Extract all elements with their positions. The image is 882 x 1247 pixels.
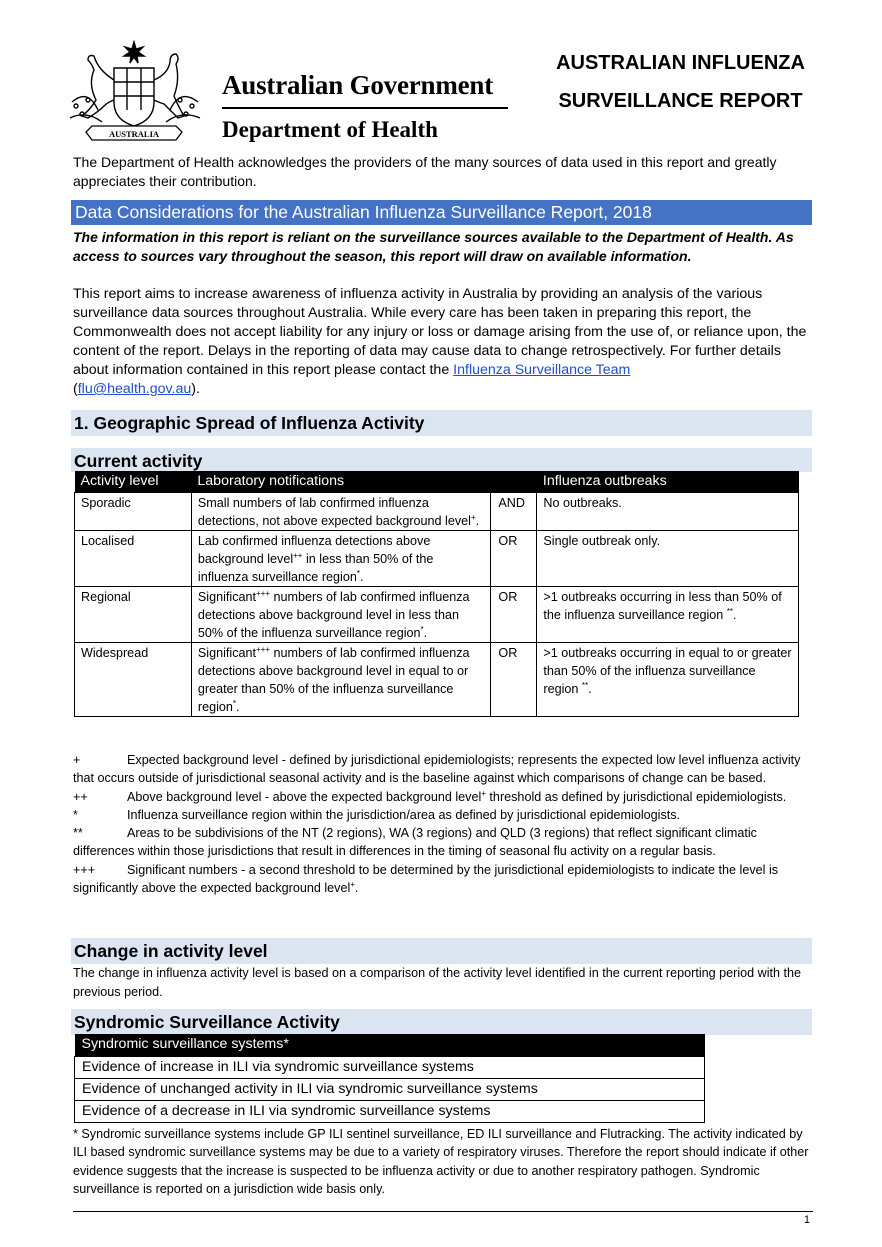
lab-text-pre: Significant xyxy=(197,645,257,660)
operator-cell: OR xyxy=(491,530,537,586)
footnote-text-pre: Above background level - above the expected background level xyxy=(127,789,482,804)
acknowledgement: The Department of Health acknowledges the providers of the many sources of data used in this report and greatly appreciates their contribution. xyxy=(73,154,777,189)
lab-text: numbers of lab confirmed influenza detections above background level in equal to or greater than 50% of the influenza surveillance region xyxy=(197,645,470,714)
data-considerations-heading: Data Considerations for the Australian Influenza Surveillance Report, 2018 xyxy=(71,200,812,225)
footnotes xyxy=(73,751,813,897)
table-header-row xyxy=(75,471,799,492)
report-title-line2: SURVEILLANCE REPORT xyxy=(558,90,803,112)
lab-sup: * xyxy=(232,698,237,708)
footnote-text: Areas to be subdivisions of the NT (2 regions), WA (3 regions) and QLD (3 regions) that reflect significant climatic differences within those jurisdictions that result in differences in the timing of seasonal flu activity on a regular basis. xyxy=(73,826,757,859)
syndromic-note: * Syndromic surveillance systems include GP ILI sentinel surveillance, ED ILI surveillance and Flutracking. The activity indicated by ILI based syndromic surveillance systems may be due to a variety of respiratory viruses. Therefore the report should indicate if other evidence suggests that the increase is suspected to be influenza activity or due to another respiratory pathogen. Syndromic surveillance is reported on a jurisdiction wide basis only. xyxy=(73,1127,809,1196)
footnote-sup: + xyxy=(350,880,355,890)
header-operator xyxy=(491,471,537,492)
footnote-symbol: ++ xyxy=(73,789,88,804)
outbreak-sup: ** xyxy=(726,606,734,616)
syndromic-header: Syndromic surveillance systems* xyxy=(75,1034,705,1056)
header-divider xyxy=(222,107,508,109)
syndromic-row: Evidence of increase in ILI via syndromic surveillance systems xyxy=(75,1056,705,1078)
table-row xyxy=(75,1056,705,1078)
activity-level-cell: Regional xyxy=(75,586,192,642)
australian-coat-of-arms-icon xyxy=(58,40,210,150)
outbreak-end: . xyxy=(733,607,737,622)
footnote xyxy=(73,861,813,898)
header-lab-notifications: Laboratory notifications xyxy=(191,471,491,492)
footnote-symbol: +++ xyxy=(73,862,96,877)
header-influenza-outbreaks: Influenza outbreaks xyxy=(537,471,799,492)
lab-end: . xyxy=(359,569,364,584)
outbreak-cell xyxy=(537,586,799,642)
lab-sup: * xyxy=(420,624,424,634)
table-row xyxy=(75,1100,705,1122)
lab-sup-1: ++ xyxy=(293,550,303,560)
table-row xyxy=(75,642,799,716)
page-header xyxy=(0,0,882,150)
section-current-activity: Current activity xyxy=(71,448,812,472)
page-number: 1 xyxy=(803,1214,810,1226)
lab-sup: + xyxy=(470,512,476,522)
footnote-text: Expected background level - defined by jurisdictional epidemiologists; represents the expected low level influenza activity that occurs outside of jurisdictional seasonal activity and is the baseline against which comparisons of change can be based. xyxy=(73,753,801,786)
outbreak-cell: Single outbreak only. xyxy=(537,530,799,586)
lab-sup-1: +++ xyxy=(256,644,271,654)
table-row xyxy=(75,586,799,642)
activity-level-cell: Sporadic xyxy=(75,492,192,530)
lab-text-pre: Lab confirmed influenza detections above background level xyxy=(197,533,431,566)
table-header-row xyxy=(75,1034,705,1056)
crest-scroll-text: AUSTRALIA xyxy=(108,129,160,139)
outbreak-cell xyxy=(537,642,799,716)
footnote xyxy=(73,824,813,861)
footnote-symbol: * xyxy=(73,807,78,822)
footnote xyxy=(73,788,813,806)
footnote-text-pre: Significant numbers - a second threshold to be determined by the jurisdictional epidemiologists to indicate the level is significantly above the expected background level xyxy=(73,862,779,896)
body-text: This report aims to increase awareness of influenza activity in Australia by providing an analysis of the various surveillance data sources throughout Australia. While every care has been taken in preparing this report, the Commonwealth does not accept liability for any injury or loss or damage arising from the use of, or reliance upon, the content of the report. Delays in the reporting of data may cause data to change retrospectively. For further details about information contained in this report please contact the xyxy=(73,286,807,378)
lab-sup: * xyxy=(356,568,360,578)
lab-sup-1: +++ xyxy=(256,588,271,598)
table-row xyxy=(75,492,799,530)
syndromic-row: Evidence of a decrease in ILI via syndromic surveillance systems xyxy=(75,1100,705,1122)
email-link[interactable]: flu@health.gov.au xyxy=(77,381,192,397)
activity-level-cell: Localised xyxy=(75,530,192,586)
footnote-symbol: ** xyxy=(73,826,83,841)
syndromic-row: Evidence of unchanged activity in ILI via syndromic surveillance systems xyxy=(75,1078,705,1100)
report-title xyxy=(548,44,813,120)
government-name: Australian Government xyxy=(222,70,494,100)
data-considerations-lead: The information in this report is reliant on the surveillance sources available to the Department of Health. As access to sources vary throughout the season, this report will draw on available information. xyxy=(73,229,794,264)
lab-end: . xyxy=(236,699,240,714)
operator-cell: OR xyxy=(491,642,537,716)
lab-end: . xyxy=(475,513,480,528)
operator-cell: AND xyxy=(491,492,537,530)
footnote-symbol: + xyxy=(73,753,81,767)
lab-text-pre: Significant xyxy=(197,589,257,604)
data-considerations-body xyxy=(73,285,813,399)
outbreak-end: . xyxy=(588,681,592,696)
footnote-text: threshold as defined by jurisdictional epidemiologists. xyxy=(485,789,787,804)
department-name: Department of Health xyxy=(222,117,438,142)
footnote-text: . xyxy=(354,881,359,896)
lab-notification-cell xyxy=(191,642,491,716)
lab-notification-cell xyxy=(191,530,491,586)
table-row xyxy=(75,1078,705,1100)
syndromic-table xyxy=(74,1034,705,1123)
lab-notification-cell xyxy=(191,586,491,642)
outbreak-text: >1 outbreaks occurring in equal to or greater than 50% of the influenza surveillance region xyxy=(543,645,792,696)
header-activity-level: Activity level xyxy=(75,471,192,492)
lab-notification-cell xyxy=(191,492,491,530)
lab-end: . xyxy=(423,625,428,640)
report-title-line1: AUSTRALIAN INFLUENZA xyxy=(556,52,805,74)
section-change-activity: Change in activity level xyxy=(71,938,812,964)
table-row xyxy=(75,530,799,586)
lab-text: in less than 50% of the influenza surveillance region xyxy=(197,551,434,584)
footnote-sup: + xyxy=(481,788,486,798)
operator-cell: OR xyxy=(491,586,537,642)
footnote xyxy=(73,751,813,788)
outbreak-cell: No outbreaks. xyxy=(537,492,799,530)
change-text: The change in influenza activity level is based on a comparison of the activity level identified in the current reporting period with the previous period. xyxy=(73,966,802,999)
footnote-text: Influenza surveillance region within the jurisdiction/area as defined by jurisdictional epidemiologists. xyxy=(127,807,681,822)
outbreak-text: >1 outbreaks occurring in less than 50% of the influenza surveillance region xyxy=(543,589,782,622)
section-geographic-spread: 1. Geographic Spread of Influenza Activity xyxy=(71,410,812,436)
footnote xyxy=(73,806,813,824)
open-paren: ( xyxy=(73,381,78,397)
lab-text: Small numbers of lab confirmed influenza detections, not above expected background level xyxy=(197,495,471,528)
influenza-team-link[interactable]: Influenza Surveillance Team xyxy=(453,362,631,378)
close-paren: ). xyxy=(191,381,200,397)
activity-level-table xyxy=(74,471,799,717)
activity-level-cell: Widespread xyxy=(75,642,192,716)
section-syndromic: Syndromic Surveillance Activity xyxy=(71,1009,812,1035)
lab-text: numbers of lab confirmed influenza detections above background level in less than 50% of the influenza surveillance region xyxy=(197,589,470,640)
footer-divider xyxy=(73,1211,813,1212)
outbreak-sup: ** xyxy=(581,680,589,690)
